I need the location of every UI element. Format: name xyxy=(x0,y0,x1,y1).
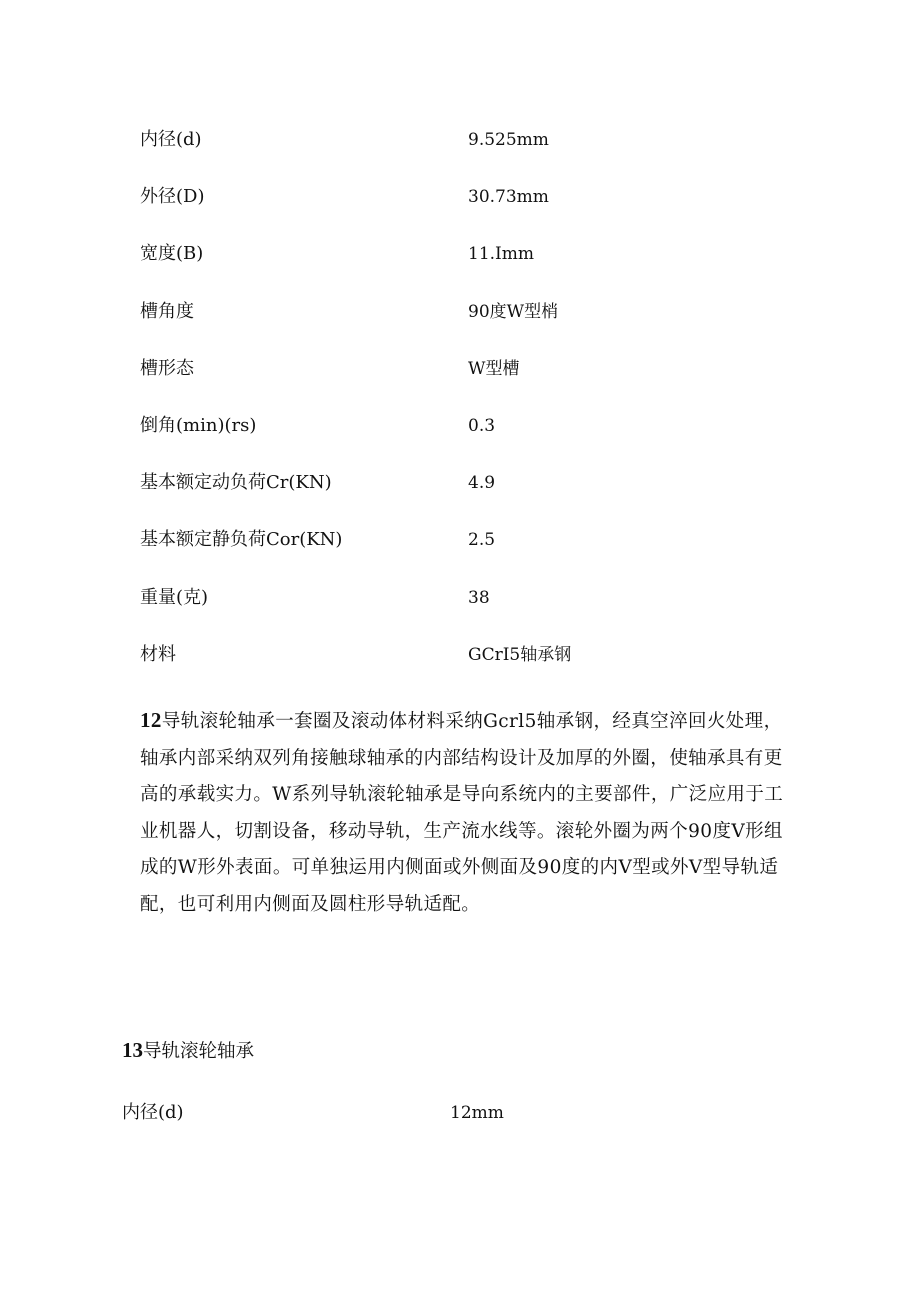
table-row xyxy=(140,235,800,292)
spec-value: W型槽 xyxy=(468,358,520,379)
spec-label: 槽角度 xyxy=(140,300,194,322)
description-paragraph xyxy=(140,702,800,924)
spec-value: GCrI5轴承钢 xyxy=(468,644,572,665)
description-text: 导轨滚轮轴承一套圈及滚动体材料采纳Gcrl5轴承钢，经真空淬回火处理，轴承内部采纳双列角接触球轴承的内部结构设计及加厚的外圈，使轴承具有更高的承载实力。W系列导轨滚轮轴承是导向系统内的主要部件，广泛应用于工业机器人，切割设备，移动导轨，生产流水线等。滚轮外圈为两个90度V形组成的W形外表面。可单独运用内侧面或外侧面及90度的内V型或外V型导轨适配，也可利用内侧面及圆柱形导轨适配。 xyxy=(140,711,784,915)
spec-label: 内径(d) xyxy=(140,129,202,150)
table-row xyxy=(140,350,800,407)
spec-label: 材料 xyxy=(140,643,176,665)
spec-table xyxy=(140,121,800,693)
spec-value: 9.525mm xyxy=(468,130,549,150)
spec-label: 倒角(min)(rs) xyxy=(140,414,257,436)
spec-value: 12mm xyxy=(450,1103,504,1123)
spec-value: 4.9 xyxy=(468,473,496,494)
table-row xyxy=(140,464,800,521)
spec-value: 2.5 xyxy=(468,530,496,551)
section-number: 13 xyxy=(122,1038,143,1062)
spec-label: 内径(d) xyxy=(122,1102,184,1123)
spec-value: 30.73mm xyxy=(468,187,549,208)
spec-label: 重量(克) xyxy=(140,586,209,608)
table-row xyxy=(140,636,800,693)
section-heading xyxy=(122,1037,254,1063)
table-row xyxy=(140,121,800,178)
spec-value: 90度W型梢 xyxy=(468,301,559,322)
spec-value: 11.Imm xyxy=(468,244,534,265)
spec-label: 基本额定静负荷Cor(KN) xyxy=(140,529,343,551)
table-row xyxy=(122,1095,722,1131)
spec-value: 38 xyxy=(468,587,490,608)
table-row xyxy=(140,521,800,578)
table-row xyxy=(140,178,800,235)
spec-value: 0.3 xyxy=(468,415,496,436)
section-number: 12 xyxy=(140,708,162,732)
table-row xyxy=(140,293,800,350)
table-row xyxy=(140,407,800,464)
section-title: 导轨滚轮轴承 xyxy=(143,1041,255,1062)
spec-label: 宽度(B) xyxy=(140,243,204,265)
spec-label: 槽形态 xyxy=(140,357,194,379)
spec-label: 基本额定动负荷Cr(KN) xyxy=(140,472,332,494)
spec-label: 外径(D) xyxy=(140,186,205,208)
table-row xyxy=(140,579,800,636)
